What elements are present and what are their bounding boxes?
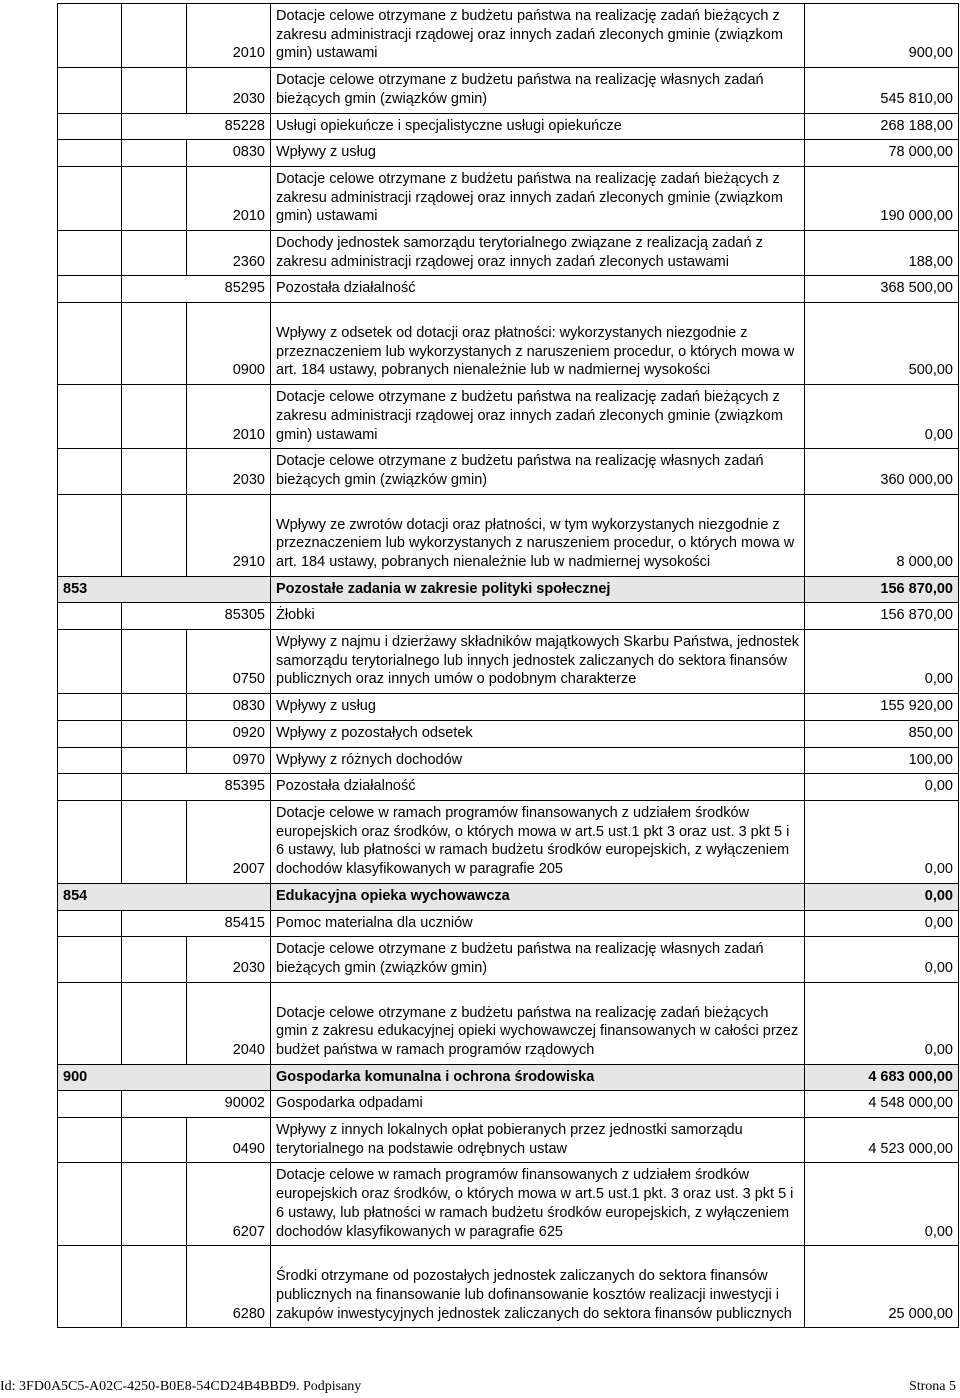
table-row [58,720,959,747]
empty-cell [122,1246,187,1328]
row-description: Usługi opiekuńcze i specjalistyczne usługi opiekuńcze [271,113,805,140]
paragraph-code: 0920 [187,720,271,747]
row-amount: 156 870,00 [805,576,959,603]
empty-cell [58,449,122,494]
paragraph-code: 2010 [187,166,271,230]
row-description: Dotacje celowe otrzymane z budżetu państwa na realizację własnych zadań bieżących gmin (związków gmin) [271,937,805,982]
row-amount: 0,00 [805,910,959,937]
row-amount: 900,00 [805,4,959,68]
table-row [58,449,959,494]
row-description: Dotacje celowe otrzymane z budżetu państwa na realizację własnych zadań bieżących gmin (związków gmin) [271,449,805,494]
row-description: Dotacje celowe otrzymane z budżetu państwa na realizację własnych zadań bieżących gmin (związków gmin) [271,68,805,113]
empty-cell [122,231,187,276]
row-description: Wpływy z najmu i dzierżawy składników majątkowych Skarbu Państwa, jednostek samorządu terytorialnego lub innych jednostek zaliczanych do sektora finansów publicznych oraz innych umów o podobnym charakterze [271,630,805,694]
empty-cell [122,1118,187,1163]
row-description: Dotacje celowe otrzymane z budżetu państwa na realizację zadań bieżących z zakresu administracji rządowej oraz innych zadań zleconych gminie (związkom gmin) ustawami [271,166,805,230]
chapter-code: 853 [58,576,271,603]
row-amount: 0,00 [805,883,959,910]
empty-cell [58,113,122,140]
empty-cell [122,982,187,1064]
empty-cell [122,303,187,385]
empty-cell [58,747,122,774]
row-amount: 188,00 [805,231,959,276]
table-row [58,231,959,276]
row-description: Pozostała działalność [271,276,805,303]
row-amount: 360 000,00 [805,449,959,494]
empty-cell [58,231,122,276]
row-amount: 0,00 [805,630,959,694]
row-amount: 0,00 [805,937,959,982]
budget-table [57,3,959,1328]
empty-cell [58,166,122,230]
row-description: Dotacje celowe w ramach programów finansowanych z udziałem środków europejskich oraz środków, o których mowa w art.5 ust.1 pkt. 3 oraz ust. 3 pkt 5 i 6 ustawy, lub płatności w ramach budżetu środków europejskich, z wyłączeniem dochodów klasyfikowanych w paragrafie 625 [271,1163,805,1246]
row-description: Wpływy z odsetek od dotacji oraz płatności: wykorzystanych niezgodnie z przeznaczeniem lub wykorzystanych z naruszeniem procedur, o których mowa w art. 184 ustawy, pobranych nienależnie lub w nadmiernej wysokości [271,303,805,385]
paragraph-code: 6280 [187,1246,271,1328]
paragraph-code: 6207 [187,1163,271,1246]
row-amount: 8 000,00 [805,494,959,576]
empty-cell [122,166,187,230]
row-description: Pozostała działalność [271,774,805,801]
empty-cell [58,774,122,801]
row-amount: 100,00 [805,747,959,774]
empty-cell [122,68,187,113]
empty-cell [122,694,187,721]
row-description: Wpływy z usług [271,694,805,721]
table-row [58,1118,959,1163]
empty-cell [58,140,122,167]
paragraph-code: 2040 [187,982,271,1064]
section-code: 85305 [122,603,271,630]
paragraph-code: 2910 [187,494,271,576]
empty-cell [58,694,122,721]
table-row [58,630,959,694]
row-description: Dochody jednostek samorządu terytorialnego związane z realizacją zadań z zakresu administracji rządowej oraz innych zadań zleconych ustawami [271,231,805,276]
row-description: Gospodarka komunalna i ochrona środowiska [271,1064,805,1091]
paragraph-code: 2010 [187,4,271,68]
row-description: Żłobki [271,603,805,630]
row-amount: 500,00 [805,303,959,385]
empty-cell [122,385,187,449]
document-id: Id: 3FD0A5C5-A02C-4250-B0E8-54CD24B4BBD9. Podpisany [0,1379,362,1394]
empty-cell [58,1118,122,1163]
paragraph-code: 0970 [187,747,271,774]
empty-cell [58,276,122,303]
table-row [58,774,959,801]
row-amount: 155 920,00 [805,694,959,721]
empty-cell [58,1091,122,1118]
table-row [58,1064,959,1091]
row-description: Środki otrzymane od pozostałych jednostek zaliczanych do sektora finansów publicznych na finansowanie lub dofinansowanie kosztów realizacji inwestycji i zakupów inwestycyjnych jednostek zaliczanych do sektora finansów publicznych [271,1246,805,1328]
paragraph-code: 0830 [187,140,271,167]
table-row [58,166,959,230]
empty-cell [122,494,187,576]
section-code: 85228 [122,113,271,140]
table-row [58,910,959,937]
empty-cell [122,800,187,883]
empty-cell [58,494,122,576]
row-description: Wpływy z różnych dochodów [271,747,805,774]
row-amount: 4 523 000,00 [805,1118,959,1163]
empty-cell [122,1163,187,1246]
empty-cell [58,1163,122,1246]
row-amount: 4 683 000,00 [805,1064,959,1091]
empty-cell [122,747,187,774]
empty-cell [122,4,187,68]
empty-cell [122,937,187,982]
empty-cell [58,68,122,113]
empty-cell [122,140,187,167]
paragraph-code: 2030 [187,68,271,113]
table-row [58,883,959,910]
empty-cell [58,603,122,630]
empty-cell [58,982,122,1064]
row-amount: 850,00 [805,720,959,747]
empty-cell [58,303,122,385]
row-amount: 156 870,00 [805,603,959,630]
empty-cell [58,1246,122,1328]
table-row [58,576,959,603]
paragraph-code: 2007 [187,800,271,883]
table-row [58,4,959,68]
empty-cell [58,800,122,883]
row-description: Edukacyjna opieka wychowawcza [271,883,805,910]
budget-page [57,3,958,1328]
table-row [58,113,959,140]
row-amount: 78 000,00 [805,140,959,167]
table-row [58,694,959,721]
paragraph-code: 0490 [187,1118,271,1163]
row-description: Dotacje celowe w ramach programów finansowanych z udziałem środków europejskich oraz środków, o których mowa w art.5 ust.1 pkt 3 oraz ust. 3 pkt 5 i 6 ustawy, lub płatności w ramach budżetu środków europejskich, z wyłączeniem dochodów klasyfikowanych w paragrafie 205 [271,800,805,883]
table-row [58,800,959,883]
row-description: Wpływy z innych lokalnych opłat pobieranych przez jednostki samorządu terytorialnego na podstawie odrębnych ustaw [271,1118,805,1163]
table-row [58,603,959,630]
table-row [58,1091,959,1118]
chapter-code: 900 [58,1064,271,1091]
row-description: Wpływy z pozostałych odsetek [271,720,805,747]
row-amount: 0,00 [805,800,959,883]
table-row [58,385,959,449]
row-amount: 4 548 000,00 [805,1091,959,1118]
row-amount: 190 000,00 [805,166,959,230]
paragraph-code: 0750 [187,630,271,694]
empty-cell [122,720,187,747]
empty-cell [58,630,122,694]
row-description: Wpływy ze zwrotów dotacji oraz płatności, w tym wykorzystanych niezgodnie z przeznaczeniem lub wykorzystanych z naruszeniem procedur, o których mowa w art. 184 ustawy, pobranych nienależnie lub w nadmiernej wysokości [271,494,805,576]
table-row [58,494,959,576]
row-amount: 0,00 [805,982,959,1064]
table-row [58,937,959,982]
row-description: Pomoc materialna dla uczniów [271,910,805,937]
paragraph-code: 2030 [187,449,271,494]
row-description: Wpływy z usług [271,140,805,167]
paragraph-code: 0900 [187,303,271,385]
row-description: Dotacje celowe otrzymane z budżetu państwa na realizację zadań bieżących z zakresu administracji rządowej oraz innych zadań zleconych gminie (związkom gmin) ustawami [271,385,805,449]
empty-cell [58,937,122,982]
table-row [58,276,959,303]
table-row [58,747,959,774]
table-row [58,68,959,113]
empty-cell [58,720,122,747]
row-amount: 0,00 [805,1163,959,1246]
page-number: Strona 5 [908,1379,956,1394]
budget-table-body [58,4,959,1328]
empty-cell [58,385,122,449]
empty-cell [58,910,122,937]
row-description: Gospodarka odpadami [271,1091,805,1118]
row-description: Pozostałe zadania w zakresie polityki społecznej [271,576,805,603]
table-row [58,140,959,167]
section-code: 85395 [122,774,271,801]
paragraph-code: 0830 [187,694,271,721]
row-amount: 268 188,00 [805,113,959,140]
paragraph-code: 2360 [187,231,271,276]
table-row [58,1246,959,1328]
empty-cell [122,449,187,494]
empty-cell [58,4,122,68]
section-code: 85295 [122,276,271,303]
table-row [58,1163,959,1246]
row-amount: 25 000,00 [805,1246,959,1328]
paragraph-code: 2010 [187,385,271,449]
paragraph-code: 2030 [187,937,271,982]
chapter-code: 854 [58,883,271,910]
row-description: Dotacje celowe otrzymane z budżetu państwa na realizację zadań bieżących gmin z zakresu edukacyjnej opieki wychowawczej finansowanych w całości przez budżet państwa w ramach programów rządowych [271,982,805,1064]
section-code: 90002 [122,1091,271,1118]
table-row [58,303,959,385]
row-amount: 368 500,00 [805,276,959,303]
empty-cell [122,630,187,694]
row-amount: 0,00 [805,774,959,801]
row-amount: 545 810,00 [805,68,959,113]
table-row [58,982,959,1064]
row-description: Dotacje celowe otrzymane z budżetu państwa na realizację zadań bieżących z zakresu administracji rządowej oraz innych zadań zleconych gminie (związkom gmin) ustawami [271,4,805,68]
section-code: 85415 [122,910,271,937]
row-amount: 0,00 [805,385,959,449]
